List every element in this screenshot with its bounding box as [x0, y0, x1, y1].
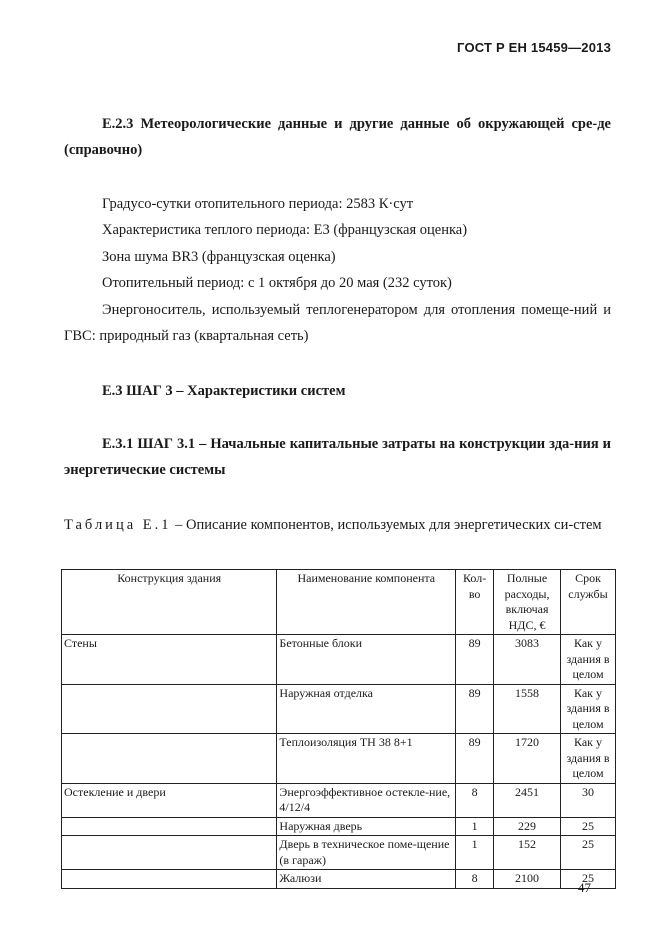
table-row [62, 870, 616, 889]
cell-qty: 8 [456, 870, 494, 889]
document-header: ГОСТ Р ЕН 15459—2013 [457, 40, 611, 55]
table-row [62, 635, 616, 685]
cell-component: Наружная отделка [277, 684, 456, 734]
cell-life: 25 [561, 836, 616, 870]
header-component: Наименование компонента [277, 570, 456, 635]
cell-cost: 3083 [494, 635, 561, 685]
cell-cost: 229 [494, 817, 561, 836]
header-construction: Конструкция здания [62, 570, 277, 635]
table-row [62, 783, 616, 817]
cell-qty: 89 [456, 734, 494, 784]
cell-qty: 1 [456, 817, 494, 836]
header-total-cost: Полные расходы, включая НДС, € [494, 570, 561, 635]
cell-life: 30 [561, 783, 616, 817]
header-service-life: Срок службы [561, 570, 616, 635]
cell-construction [62, 817, 277, 836]
meteo-line-noise-zone: Зона шума BR3 (французская оценка) [102, 249, 336, 265]
section-e31-title: Е.3.1 ШАГ 3.1 – Начальные капитальные затраты на конструкции зда-ния и энергетические системы [64, 436, 611, 478]
cell-qty: 1 [456, 836, 494, 870]
cell-cost: 1558 [494, 684, 561, 734]
cell-component: Наружная дверь [277, 817, 456, 836]
cell-component: Дверь в техническое поме-щение (в гараж) [277, 836, 456, 870]
table-caption-label: Таблица Е.1 [64, 517, 172, 533]
header-quantity: Кол-во [456, 570, 494, 635]
table-row [62, 734, 616, 784]
section-e3-title: Е.3 ШАГ 3 – Характеристики систем [102, 383, 346, 399]
table-row [62, 684, 616, 734]
section-e23-title: Е.2.3 Метеорологические данные и другие данные об окружающей сре-де (справочно) [64, 116, 611, 158]
cell-construction [62, 684, 277, 734]
cell-component: Энергоэффективное остекле-ние, 4/12/4 [277, 783, 456, 817]
cell-qty: 89 [456, 635, 494, 685]
cell-life: Как у здания в целом [561, 684, 616, 734]
cell-construction [62, 870, 277, 889]
cell-construction [62, 734, 277, 784]
table-row [62, 836, 616, 870]
cell-life: Как у здания в целом [561, 635, 616, 685]
cell-component: Бетонные блоки [277, 635, 456, 685]
cell-qty: 8 [456, 783, 494, 817]
meteo-line-degree-days: Градусо-сутки отопительного периода: 2583 К·сут [102, 196, 414, 212]
cell-life: 25 [561, 817, 616, 836]
cell-cost: 1720 [494, 734, 561, 784]
table-row [62, 817, 616, 836]
cell-cost: 152 [494, 836, 561, 870]
cell-life: 25 [561, 870, 616, 889]
table-caption-text: – Описание компонентов, используемых для энергетических си-стем [171, 517, 602, 533]
components-table [61, 569, 616, 889]
cell-qty: 89 [456, 684, 494, 734]
page-number: 47 [578, 880, 591, 895]
cell-component: Теплоизоляция TH 38 8+1 [277, 734, 456, 784]
table-caption [64, 512, 616, 539]
cell-construction: Остекление и двери [62, 783, 277, 817]
meteo-line-warm-period: Характеристика теплого периода: Е3 (французская оценка) [102, 222, 468, 238]
cell-component: Жалюзи [277, 870, 456, 889]
cell-construction: Стены [62, 635, 277, 685]
cell-life: Как у здания в целом [561, 734, 616, 784]
meteo-line-heating-period: Отопительный период: с 1 октября до 20 мая (232 суток) [102, 275, 452, 291]
cell-cost: 2451 [494, 783, 561, 817]
cell-cost: 2100 [494, 870, 561, 889]
meteo-line-energy-carrier: Энергоноситель, используемый теплогенератором для отопления помеще-ний и ГВС: природный газ (квартальная сеть) [64, 302, 611, 344]
cell-construction [62, 836, 277, 870]
